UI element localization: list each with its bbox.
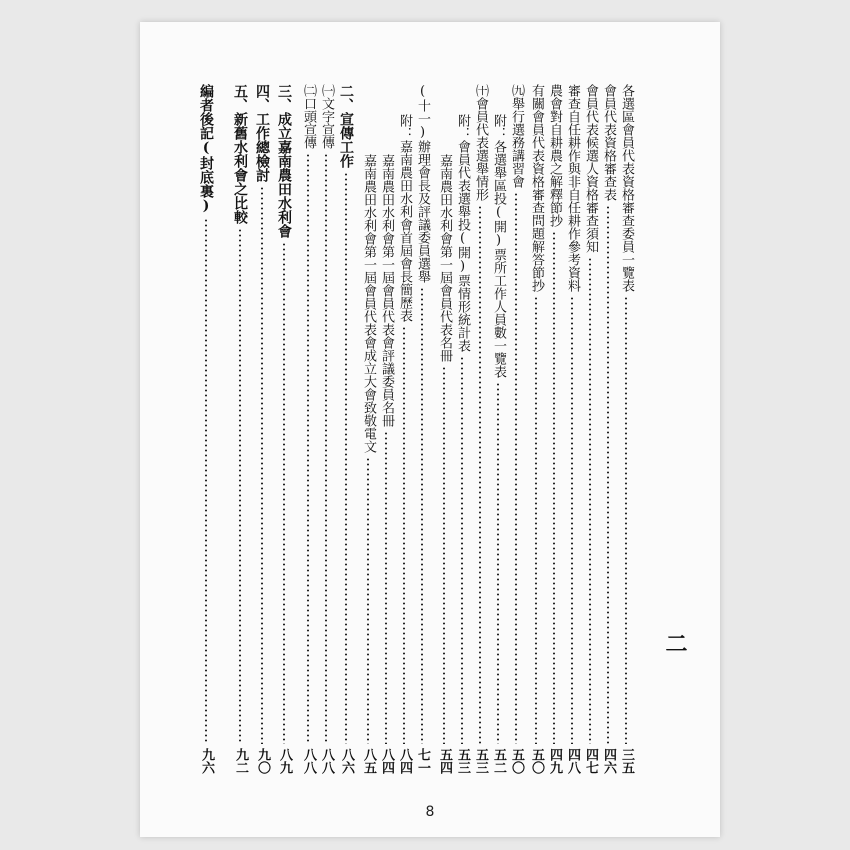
leader-dots (443, 366, 445, 744)
leader-dots (515, 192, 517, 744)
toc-entry (298, 84, 318, 774)
toc-entry-title: 附：嘉南農田水利會首屆會長簡歷表 (397, 114, 412, 322)
page-number: 8 (425, 804, 435, 820)
toc-entry-page: 八八 (319, 748, 334, 774)
toc-entry-page: 八四 (379, 748, 394, 774)
toc-entry-title: 附：各選舉區投(開)票所工作人員數一覽表 (491, 114, 506, 378)
leader-dots (535, 296, 537, 744)
toc-entry-page: 八四 (397, 748, 412, 774)
leader-dots (625, 296, 627, 744)
toc-entry-title: 五、新舊水利會之比較 (232, 84, 248, 224)
toc-entry (358, 154, 378, 774)
toc-entry-page: 五三 (473, 748, 488, 774)
toc-entry-page: 九二 (233, 748, 248, 774)
toc-entry-page: 八五 (361, 748, 376, 774)
toc-entry-title: ㈠文字宣傳 (319, 84, 334, 149)
toc-entry (470, 84, 490, 774)
toc-entry-title: 嘉南農田水利會第一屆會員代表會成立大會致敬電文 (361, 154, 376, 453)
leader-dots (325, 153, 327, 744)
leader-dots (421, 287, 423, 744)
toc-entry-title: 農會對自耕農之解釋節抄 (547, 84, 562, 227)
toc-entry (562, 84, 582, 774)
toc-entry (544, 84, 564, 774)
leader-dots (589, 257, 591, 744)
toc-entry (252, 84, 272, 774)
toc-entry (506, 84, 526, 774)
toc-entry-title: 審查自任耕作與非自任耕作參考資料 (565, 84, 580, 292)
toc-entry-page: 五〇 (509, 748, 524, 774)
toc-entry-page: 九〇 (255, 748, 270, 774)
toc-entry-title: (十一)辦理會長及評議委員選舉 (415, 84, 430, 283)
toc-entry (230, 84, 250, 774)
toc-entry (598, 84, 618, 774)
leader-dots (345, 172, 347, 744)
toc-entry-page: 五三 (455, 748, 470, 774)
leader-dots (283, 242, 285, 744)
toc-entry-title: ㈩會員代表選舉情形 (473, 84, 488, 201)
toc-entry-page: 九六 (199, 748, 214, 774)
toc-entry-title: 有關會員代表資格審查問題解答節抄 (529, 84, 544, 292)
toc-entry (616, 84, 636, 774)
toc-entry-title: 三、成立嘉南農田水利會 (276, 84, 292, 238)
toc-entry-title: 嘉南農田水利會第一屆會員代表會評議委員名冊 (379, 154, 394, 427)
toc-entry (376, 154, 396, 774)
toc-entry-title: 四、工作總檢討 (254, 84, 270, 182)
toc-entry (526, 84, 546, 774)
leader-dots (367, 457, 369, 744)
toc-entry-title: ㈨舉行選務講習會 (509, 84, 524, 188)
leader-dots (607, 205, 609, 744)
toc-entry (488, 114, 508, 774)
toc-entry (452, 114, 472, 774)
toc-entry-page: 八八 (301, 748, 316, 774)
toc-entry-page: 八九 (277, 748, 292, 774)
toc-entry-page: 五二 (491, 748, 506, 774)
leader-dots (385, 431, 387, 744)
toc-entry (434, 154, 454, 774)
toc-entry-title: ㈡口頭宣傳 (301, 84, 316, 149)
leader-dots (205, 218, 207, 744)
leader-dots (461, 356, 463, 744)
toc-entry (196, 84, 216, 774)
toc-entry-page: 四七 (583, 748, 598, 774)
toc-entry-page: 四六 (601, 748, 616, 774)
leader-dots (479, 205, 481, 744)
leader-dots (553, 231, 555, 744)
toc-entry-title: 二、宣傳工作 (338, 84, 354, 168)
toc-entry (412, 84, 432, 774)
toc-entry-page: 三五 (619, 748, 634, 774)
toc-entry (316, 84, 336, 774)
toc-entry-title: 會員代表資格審查表 (601, 84, 616, 201)
leader-dots (307, 153, 309, 744)
toc-entry-page: 七一 (415, 748, 430, 774)
document-page (140, 22, 720, 837)
toc-entry (394, 114, 414, 774)
toc-entry-title: 編者後記(封底裏) (198, 84, 214, 214)
toc-entry-title: 嘉南農田水利會第一屆會員代表名冊 (437, 154, 452, 362)
leader-dots (403, 326, 405, 744)
leader-dots (497, 382, 499, 744)
leader-dots (261, 186, 263, 744)
toc-entry-page: 八六 (339, 748, 354, 774)
toc-entry-page: 五〇 (529, 748, 544, 774)
toc-entry (274, 84, 294, 774)
side-page-numeral: 二 (662, 632, 688, 654)
leader-dots (239, 228, 241, 744)
leader-dots (571, 296, 573, 744)
toc-entry-title: 會員代表候選人資格審查須知 (583, 84, 598, 253)
toc-entry-title: 各選區會員代表資格審查委員一覽表 (619, 84, 634, 292)
toc-entry-title: 附：會員代表選舉投(開)票情形統計表 (455, 114, 470, 352)
toc-entry-page: 四九 (547, 748, 562, 774)
toc-entry (336, 84, 356, 774)
toc-entry (580, 84, 600, 774)
toc-entry-page: 四八 (565, 748, 580, 774)
toc-entry-page: 五四 (437, 748, 452, 774)
